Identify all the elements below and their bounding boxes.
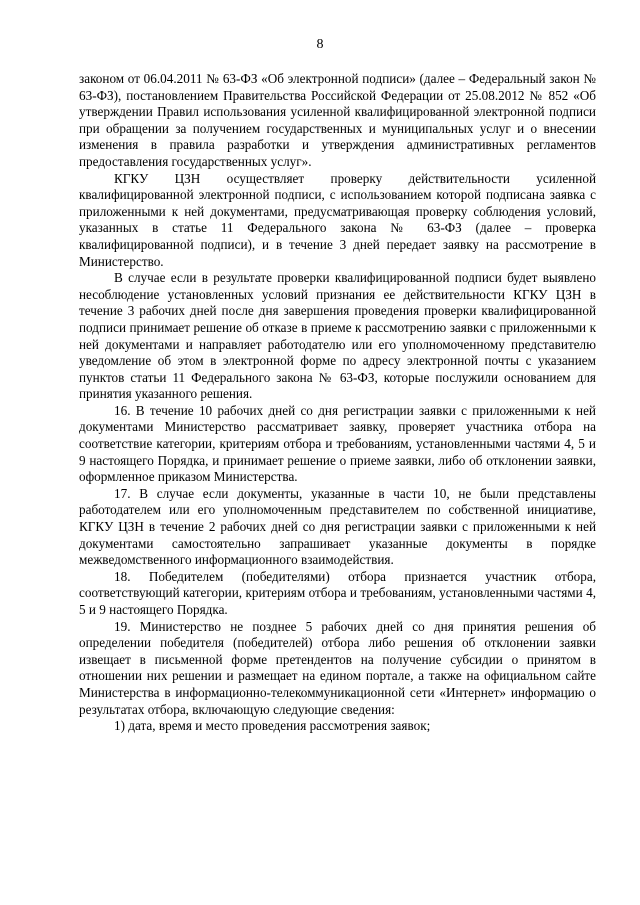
paragraph-signature-check: КГКУ ЦЗН осуществляет проверку действительности усиленной квалифицированной электронной подписи, с использованием которой подписана заявка с приложенными к ней документами, предусматривающая проверку соблюдения условий, указанных в статье 11 Федерального закона № 63-ФЗ (далее – проверка квалифицированной подписи), и в течение 3 дней передает заявку на рассмотрение в Министерство.: [79, 170, 596, 269]
paragraph-18: 18. Победителем (победителями) отбора признается участник отбора, соответствующий категории, критериям отбора и требованиям, установленными частями 4, 5 и 9 настоящего Порядка.: [79, 568, 596, 617]
document-body: [79, 71, 596, 735]
paragraph-19: 19. Министерство не позднее 5 рабочих дней со дня принятия решения об определении победителя (победителей) отбора либо решения об отклонении заявки извещает в письменной форме претендентов на получение субсидии о принятом в отношении них решении и размещает на едином портале, а также на официальном сайте Министерства в информационно-телекоммуникационной сети «Интернет» информацию о результатах отбора, включающую следующие сведения:: [79, 618, 596, 717]
paragraph-17: 17. В случае если документы, указанные в части 10, не были представлены работодателем или его уполномоченным представителем по собственной инициативе, КГКУ ЦЗН в течение 2 рабочих дней со дня регистрации заявки с приложенными к ней документами самостоятельно запрашивает указанные документы в порядке межведомственного информационного взаимодействия.: [79, 485, 596, 568]
paragraph-19-item-1: 1) дата, время и место проведения рассмотрения заявок;: [114, 718, 431, 734]
paragraph-signature-refusal: В случае если в результате проверки квалифицированной подписи будет выявлено несоблюдение установленных условий признания ее действительности КГКУ ЦЗН в течение 3 рабочих дней после дня завершения проведения проверки квалифицированной подписи принимает решение об отказе в приеме к рассмотрению заявки с приложенными к ней документами и направляет работодателю или его уполномоченному представителю уведомление об этом в электронной форме по адресу электронной почты с указанием пунктов статьи 11 Федерального закона № 63-ФЗ, которые послужили основанием для принятия указанного решения.: [79, 270, 596, 402]
paragraph-16: 16. В течение 10 рабочих дней со дня регистрации заявки с приложенными к ней документами Министерство рассматривает заявку, проверяет участника отбора на соответствие категории, критериям отбора и требованиям, установленными частями 4, 5 и 9 настоящего Порядка, и принимает решение о приеме заявки, либо об отклонении заявки, оформленное приказом Министерства.: [79, 402, 596, 485]
page-number: 8: [316, 37, 324, 52]
paragraph-law-continuation: законом от 06.04.2011 № 63-ФЗ «Об электронной подписи» (далее – Федеральный закон № 63-ФЗ), постановлением Правительства Российской Федерации от 25.08.2012 № 852 «Об утверждении Правил использования усиленной квалифицированной электронной подписи при обращении за получением государственных и муниципальных услуг и о внесении изменения в правила разработки и утверждения административных регламентов предоставления государственных услуг».: [79, 71, 596, 169]
